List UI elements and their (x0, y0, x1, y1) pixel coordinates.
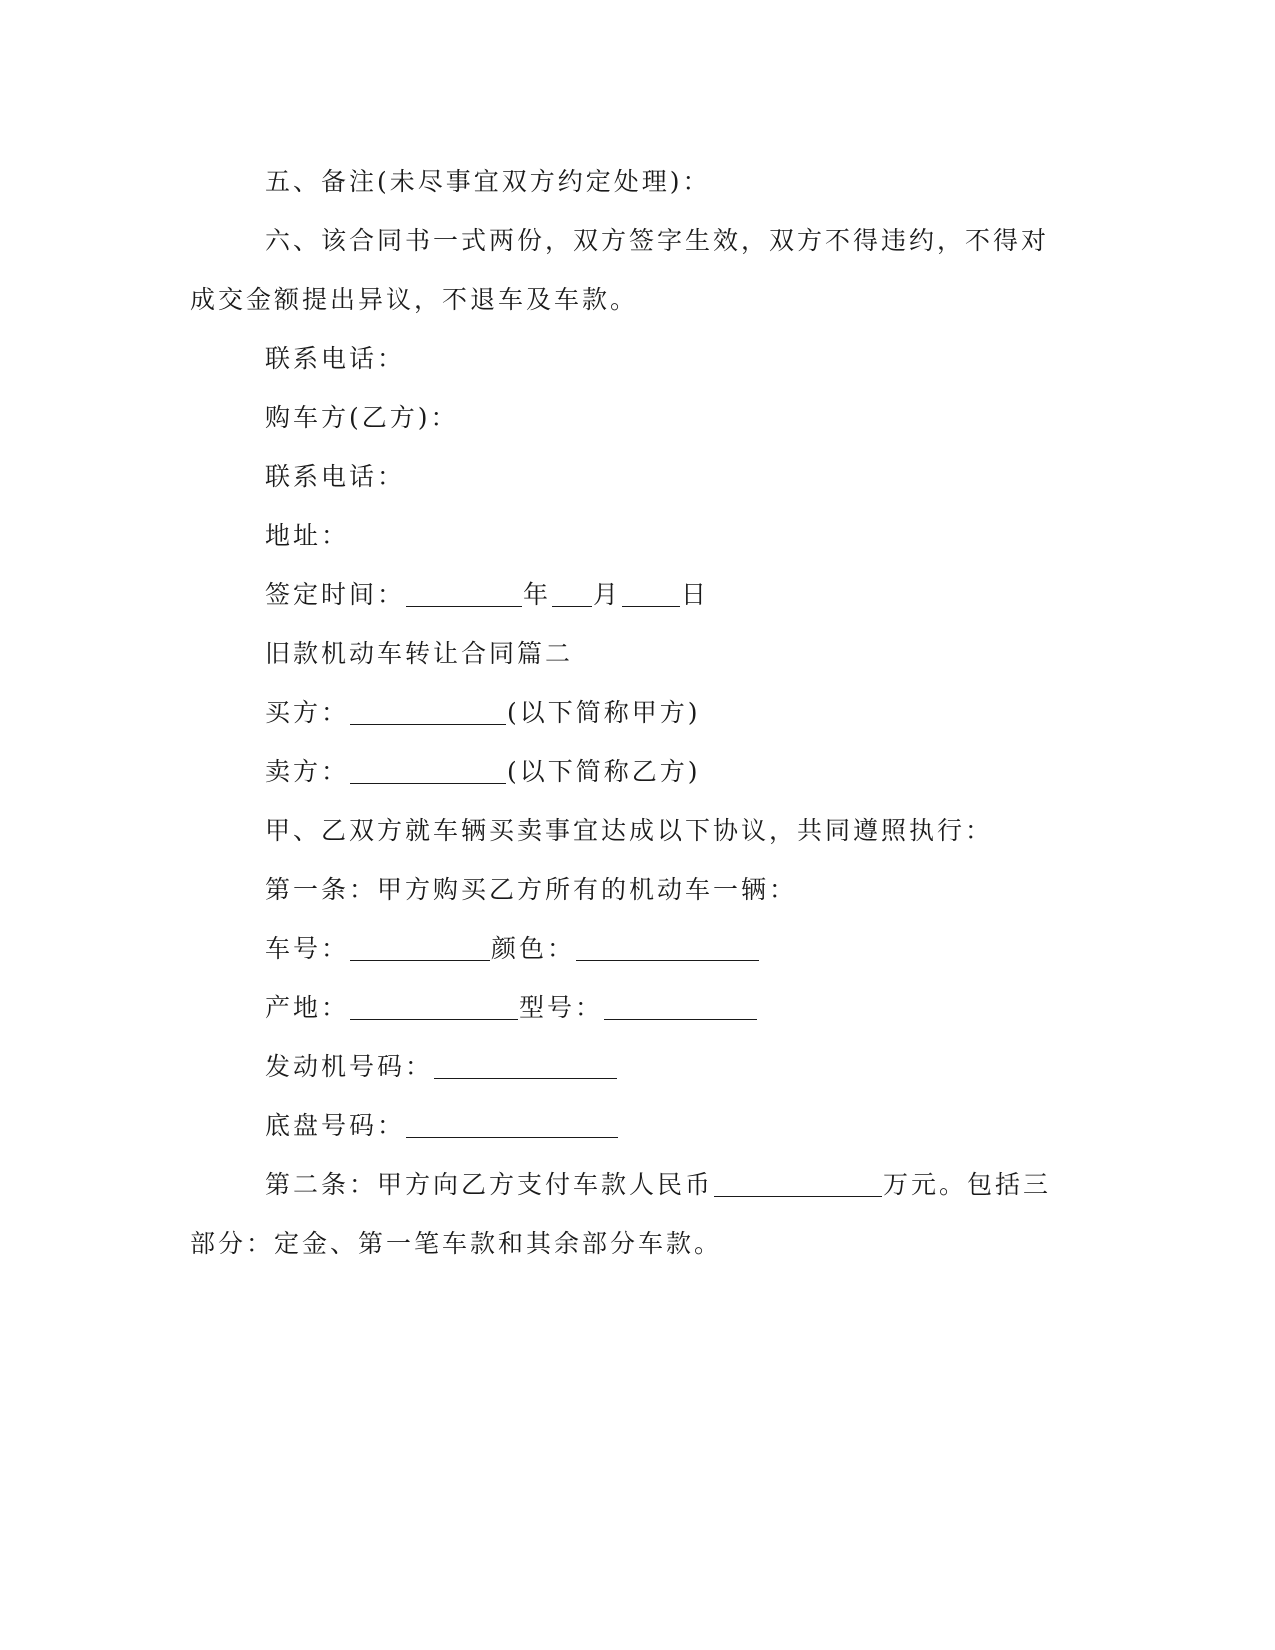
buyer-alias: (以下简称甲方) (507, 698, 701, 727)
chassis-number-line (265, 1108, 619, 1144)
color-blank[interactable] (576, 934, 759, 961)
seller-line (265, 754, 701, 790)
remarks-text: 五、备注(未尽事宜双方约定处理)： (265, 167, 711, 196)
section-six-line-1 (265, 223, 1049, 259)
seller-blank[interactable] (350, 757, 506, 784)
article-two-line-1 (265, 1167, 1051, 1203)
section-five-remarks (265, 164, 711, 200)
chassis-number-label: 底盘号码： (265, 1111, 406, 1140)
engine-number-label: 发动机号码： (265, 1052, 434, 1081)
contract-title-text: 旧款机动车转让合同篇二 (265, 639, 574, 668)
origin-blank[interactable] (350, 993, 518, 1020)
contract-title-part-two (265, 636, 573, 672)
buyer-blank[interactable] (350, 698, 506, 725)
buyer-line (265, 695, 701, 731)
section-six-text-2: 成交金额提出异议，不退车及车款。 (190, 285, 639, 314)
article-one-line (265, 872, 797, 908)
plate-number-blank[interactable] (350, 934, 490, 961)
article-two-text-2: 部分：定金、第一笔车款和其余部分车款。 (190, 1229, 723, 1258)
buyer-party-line (265, 400, 459, 436)
signing-date-label: 签定时间： (265, 580, 406, 609)
agreement-intro-text: 甲、乙双方就车辆买卖事宜达成以下协议，共同遵照执行： (265, 816, 994, 845)
day-blank[interactable] (622, 580, 680, 607)
address-label: 地址： (265, 521, 350, 550)
origin-model-line (265, 990, 758, 1026)
seller-alias: (以下简称乙方) (507, 757, 701, 786)
engine-number-blank[interactable] (434, 1052, 617, 1079)
article-two-label: 第二条：甲方向乙方支付车款人民币 (265, 1170, 714, 1199)
plate-color-line (265, 931, 760, 967)
chassis-number-blank[interactable] (406, 1111, 618, 1138)
buyer-phone-label: 联系电话： (265, 462, 406, 491)
model-blank[interactable] (604, 993, 757, 1020)
day-label: 日 (681, 580, 710, 609)
buyer-phone-line (265, 459, 405, 495)
buyer-party-label: 购车方(乙方)： (265, 403, 459, 432)
buyer-label: 买方： (265, 698, 350, 727)
origin-label: 产地： (265, 993, 350, 1022)
article-one-text: 第一条：甲方购买乙方所有的机动车一辆： (265, 875, 798, 904)
signing-date-line (265, 577, 709, 613)
seller-phone-line (265, 341, 405, 377)
year-blank[interactable] (406, 580, 522, 607)
month-blank[interactable] (552, 580, 592, 607)
section-six-text-1: 六、该合同书一式两份，双方签字生效，双方不得违约，不得对 (265, 226, 1050, 255)
agreement-intro-line (265, 813, 993, 849)
section-six-line-2 (190, 282, 638, 318)
model-label: 型号： (519, 993, 604, 1022)
year-label: 年 (523, 580, 552, 609)
seller-label: 卖方： (265, 757, 350, 786)
engine-number-line (265, 1049, 618, 1085)
payment-amount-blank[interactable] (714, 1170, 882, 1197)
article-two-suffix: 万元。包括三 (883, 1170, 1052, 1199)
month-label: 月 (593, 580, 622, 609)
plate-number-label: 车号： (265, 934, 350, 963)
address-line (265, 518, 349, 554)
color-label: 颜色： (491, 934, 576, 963)
article-two-line-2 (190, 1226, 722, 1262)
seller-phone-label: 联系电话： (265, 344, 406, 373)
